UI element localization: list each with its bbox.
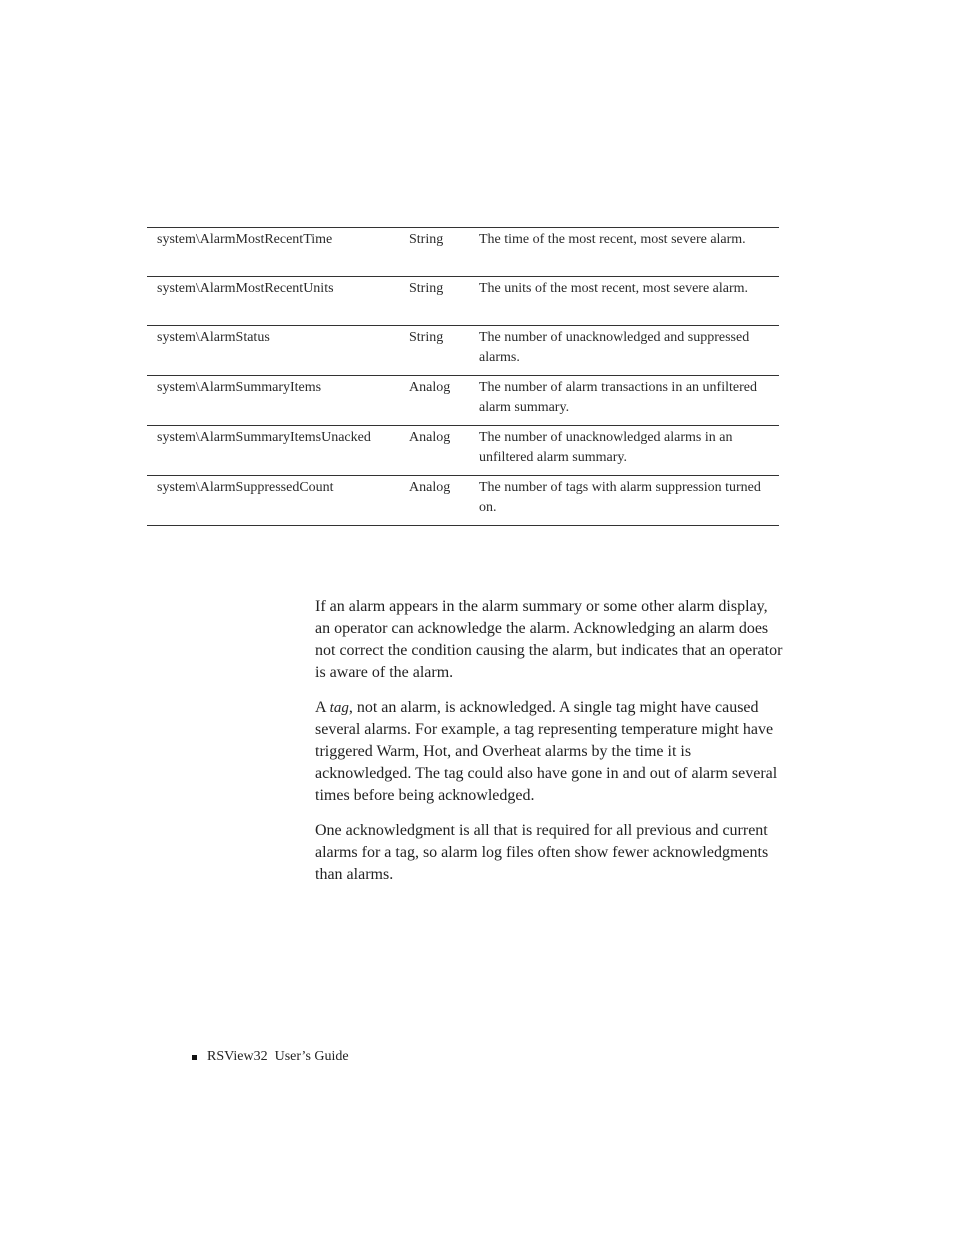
footer-title: RSView32 User’s Guide (207, 1049, 349, 1064)
paragraph-rest: , not an alarm, is acknowledged. A single tag might have caused several alarms. For example, a tag representing temperature might have triggered Warm, Hot, and Overheat alarms by the time it is acknowledged. The tag could also have gone in and out of alarm several times before being acknowledged. (315, 699, 778, 804)
system-tags-table (147, 227, 779, 526)
tag-type-cell: Analog (409, 480, 451, 495)
paragraph-prefix: A (315, 699, 330, 716)
paragraph-acknowledge-intro: If an alarm appears in the alarm summary or some other alarm display, an operator can acknowledge the alarm. Acknowledging an alarm does not correct the condition causing the alarm, but indicates that an operator is aware of the alarm. (315, 598, 783, 681)
page-footer (192, 1048, 349, 1066)
table-row (147, 326, 779, 376)
tag-description-cell: The number of tags with alarm suppression turned on. (479, 480, 761, 515)
table-row (147, 426, 779, 476)
tag-type-cell: Analog (409, 430, 451, 445)
tag-type-cell: Analog (409, 380, 451, 395)
table-row (147, 277, 779, 326)
tag-type-cell: String (409, 330, 444, 345)
table-row (147, 228, 779, 277)
tag-name-cell: system\AlarmSuppressedCount (157, 480, 334, 495)
tag-description-cell: The number of unacknowledged and suppressed alarms. (479, 330, 750, 365)
paragraph-one-acknowledgment: One acknowledgment is all that is required for all previous and current alarms for a tag, so alarm log files often show fewer acknowledgments than alarms. (315, 822, 769, 883)
italic-term: tag (329, 700, 349, 716)
table-row (147, 376, 779, 426)
tag-description-cell: The units of the most recent, most severe alarm. (479, 281, 749, 296)
body-text (315, 596, 785, 899)
tag-name-cell: system\AlarmStatus (157, 330, 270, 345)
tag-description-cell: The time of the most recent, most severe alarm. (479, 232, 746, 247)
tag-description-cell: The number of alarm transactions in an unfiltered alarm summary. (479, 380, 757, 415)
tag-name-cell: system\AlarmMostRecentTime (157, 232, 333, 247)
paragraph-tag-acknowledged (315, 697, 785, 807)
tag-type-cell: String (409, 281, 444, 296)
tag-name-cell: system\AlarmMostRecentUnits (157, 281, 334, 296)
square-bullet-icon (192, 1055, 197, 1060)
tag-description-cell: The number of unacknowledged alarms in an unfiltered alarm summary. (479, 430, 733, 465)
table-row (147, 476, 779, 526)
tag-type-cell: String (409, 232, 444, 247)
tag-name-cell: system\AlarmSummaryItems (157, 380, 322, 395)
tag-name-cell: system\AlarmSummaryItemsUnacked (157, 430, 371, 445)
